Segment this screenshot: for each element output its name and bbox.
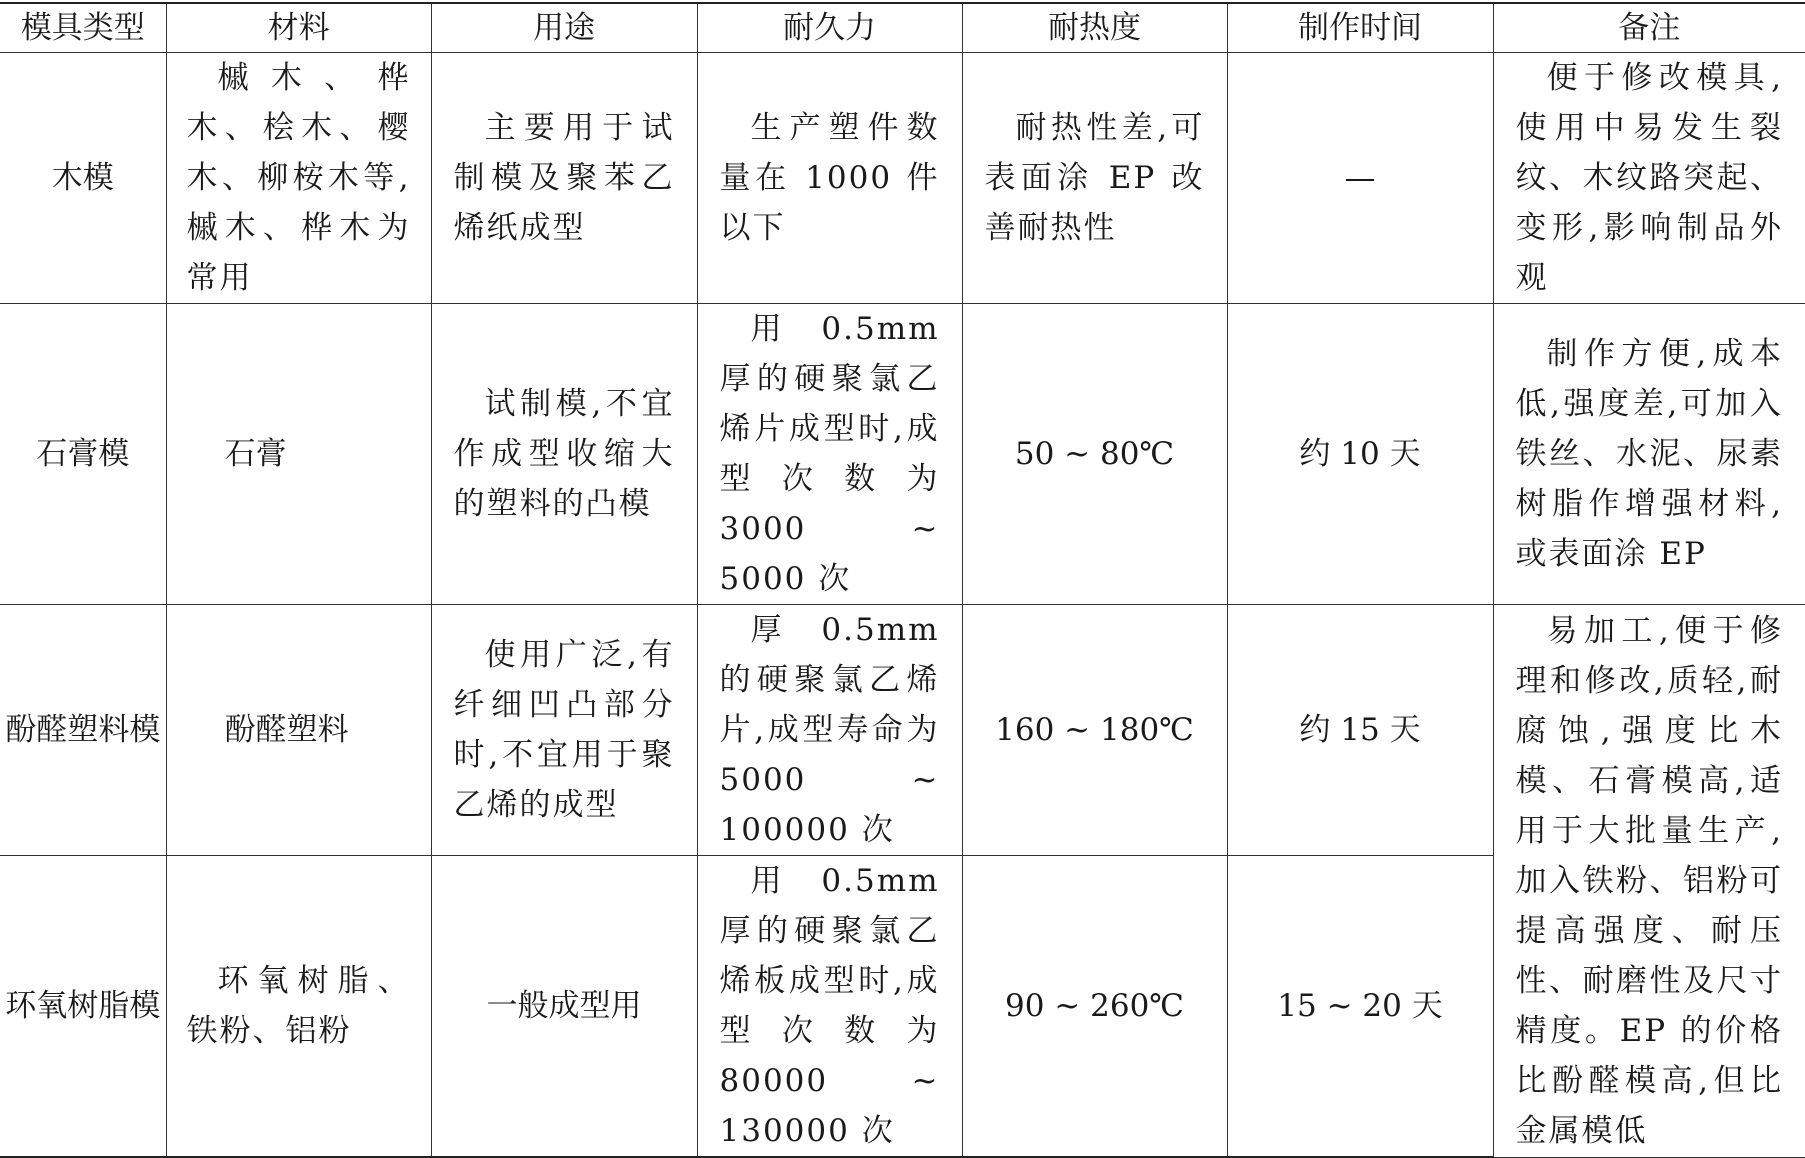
header-use: 用途 [431, 3, 697, 53]
header-durability: 耐久力 [697, 3, 962, 53]
cell-type: 环氧树脂模 [0, 856, 166, 1158]
cell-type: 酚醛塑料模 [0, 605, 166, 856]
cell-durability: 生产塑件数量在 1000 件以下 [697, 53, 962, 304]
cell-note-merged: 易加工,便于修理和修改,质轻,耐腐蚀,强度比木模、石膏模高,适用于大批量生产,加入铁粉、铝粉可提高强度、耐压性、耐磨性及尺寸精度。EP 的价格比酚醛模高,但比金属模低 [1493, 605, 1805, 1158]
cell-use: 使用广泛,有纤细凹凸部分时,不宜用于聚乙烯的成型 [431, 605, 697, 856]
cell-heat: 90 ~ 260℃ [962, 856, 1227, 1158]
cell-durability: 厚 0.5mm 的硬聚氯乙烯片,成型寿命为 5000 ~ 100000 次 [697, 605, 962, 856]
table-row-phenolic [0, 605, 1805, 856]
cell-material: 石膏 [166, 304, 431, 605]
cell-use: 试制模,不宜作成型收缩大的塑料的凸模 [431, 304, 697, 605]
header-production-time: 制作时间 [1227, 3, 1493, 53]
cell-time: 约 10 天 [1227, 304, 1493, 605]
cell-use: 主要用于试制模及聚苯乙烯纸成型 [431, 53, 697, 304]
cell-durability: 用 0.5mm 厚的硬聚氯乙烯片成型时,成型次数为 3000 ~ 5000 次 [697, 304, 962, 605]
cell-note: 便于修改模具,使用中易发生裂纹、木纹路突起、变形,影响制品外观 [1493, 53, 1805, 304]
header-row [0, 3, 1805, 53]
mold-comparison-table [0, 2, 1805, 1158]
header-heat-resistance: 耐热度 [962, 3, 1227, 53]
cell-type: 石膏模 [0, 304, 166, 605]
table-row-plaster [0, 304, 1805, 605]
header-mold-type: 模具类型 [0, 3, 166, 53]
cell-durability: 用 0.5mm 厚的硬聚氯乙烯板成型时,成型次数为 80000 ~ 130000 次 [697, 856, 962, 1158]
cell-time: 约 15 天 [1227, 605, 1493, 856]
cell-use: 一般成型用 [431, 856, 697, 1158]
cell-material: 环氧树脂、铁粉、铝粉 [166, 856, 431, 1158]
cell-material: 酚醛塑料 [166, 605, 431, 856]
cell-type: 木模 [0, 53, 166, 304]
cell-heat: 50 ~ 80℃ [962, 304, 1227, 605]
cell-note: 制作方便,成本低,强度差,可加入铁丝、水泥、尿素树脂作增强材料,或表面涂 EP [1493, 304, 1805, 605]
header-notes: 备注 [1493, 3, 1805, 53]
cell-heat: 耐热性差,可表面涂 EP 改善耐热性 [962, 53, 1227, 304]
cell-time: 15 ~ 20 天 [1227, 856, 1493, 1158]
table-row-wood [0, 53, 1805, 304]
cell-heat: 160 ~ 180℃ [962, 605, 1227, 856]
cell-time: — [1227, 53, 1493, 304]
header-material: 材料 [166, 3, 431, 53]
cell-material: 槭木、桦木、桧木、樱木、柳桉木等,槭木、桦木为常用 [166, 53, 431, 304]
